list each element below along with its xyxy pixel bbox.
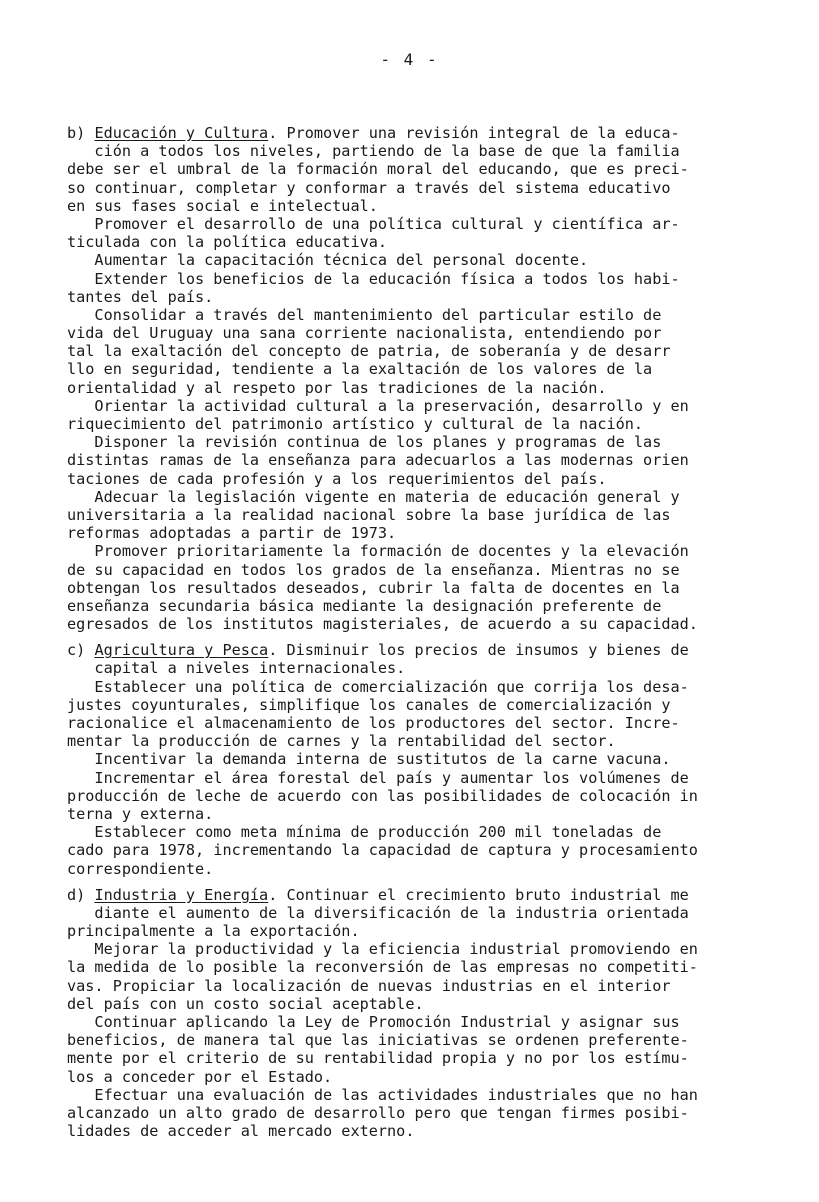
section-label: b)	[67, 124, 86, 142]
text-line: Promover prioritariamente la formación de docentes y la elevación	[67, 542, 689, 561]
text-line: reformas adoptadas a partir de 1973.	[67, 524, 397, 543]
text-line: Incrementar el área forestal del país y aumentar los volúmenes de	[67, 768, 689, 787]
text-line: Adecuar la legislación vigente en materia de educación general y	[67, 487, 680, 506]
text-line: diante el aumento de la diversificación de la industria orientada	[67, 903, 689, 922]
section-heading: Industria y Energía	[94, 885, 269, 904]
text-line: Extender los beneficios de la educación física a todos los habi-	[67, 269, 680, 288]
section-first-line: . Promover una revisión integral de la educa-	[268, 124, 680, 142]
text-line: Mejorar la productividad y la eficiencia industrial promoviendo en	[67, 940, 698, 959]
text-line: enseñanza secundaria básica mediante la designación preferente de	[67, 596, 662, 615]
text-line: riquecimiento del patrimonio artístico y cultural de la nación.	[67, 415, 644, 433]
text-line: lidades de acceder al mercado externo.	[67, 1122, 415, 1141]
section-heading: Educación y Cultura	[94, 124, 269, 142]
text-line: Aumentar la capacitación técnica del personal docente.	[67, 251, 589, 270]
text-line: Establecer una política de comercialización que corrija los desa-	[67, 677, 689, 696]
text-line: debe ser el umbral de la formación moral del educando, que es preci-	[67, 160, 689, 179]
text-line: Orientar la actividad cultural a la preservación, desarrollo y en	[67, 396, 689, 415]
page-number: - 4 -	[380, 50, 439, 69]
text-line: del país con un costo social aceptable.	[67, 994, 424, 1013]
text-line: alcanzado un alto grado de desarrollo pero que tengan firmes posibi-	[67, 1103, 689, 1122]
text-line: Establecer como meta mínima de producción 200 mil toneladas de	[67, 823, 662, 842]
text-line: capital a niveles internacionales.	[67, 659, 406, 678]
text-line: vida del Uruguay una sana corriente nacionalista, entendiendo por	[67, 324, 662, 343]
text-line: mentar la producción de carnes y la rentabilidad del sector.	[67, 732, 616, 751]
text-line: taciones de cada profesión y a los requerimientos del país.	[67, 469, 607, 488]
section-heading: Agricultura y Pesca	[94, 641, 269, 660]
section-first-line: . Continuar el crecimiento bruto industrial me	[268, 885, 689, 904]
text-line: tantes del país.	[67, 287, 214, 306]
section-education-culture	[67, 124, 771, 633]
text-line: racionalice el almacenamiento de los productores del sector. Incre-	[67, 714, 680, 732]
section-label: d)	[67, 885, 86, 904]
text-line: llo en seguridad, tendiente a la exaltación de los valores de la	[67, 360, 653, 379]
text-line: Disponer la revisión continua de los planes y programas de las	[67, 433, 662, 452]
text-line: la medida de lo posible la reconversión de las empresas no competiti-	[67, 958, 698, 977]
section-first-line: . Disminuir los precios de insumos y bienes de	[268, 641, 689, 660]
text-line: justes coyunturales, simplifique los canales de comercialización y	[67, 695, 671, 714]
text-line: cado para 1978, incrementando la capacidad de captura y procesamiento	[67, 841, 698, 860]
section-label: c)	[67, 641, 86, 660]
text-line: los a conceder por el Estado.	[67, 1067, 333, 1086]
text-line: orientalidad y al respeto por las tradiciones de la nación.	[67, 378, 607, 397]
text-line: de su capacidad en todos los grados de la enseñanza. Mientras no se	[67, 560, 680, 579]
text-line: correspondiente.	[67, 859, 214, 878]
text-line	[67, 641, 771, 659]
text-line: tal la exaltación del concepto de patria, de soberanía y de desarr	[67, 342, 671, 361]
text-line: beneficios, de manera tal que las iniciativas se ordenen preferente-	[67, 1031, 689, 1050]
text-line: mente por el criterio de su rentabilidad propia y no por los estímu-	[67, 1049, 689, 1068]
text-line: ción a todos los niveles, partiendo de la base de que la familia	[67, 142, 680, 161]
text-line: Efectuar una evaluación de las actividades industriales que no han	[67, 1085, 698, 1104]
text-line: terna y externa.	[67, 804, 214, 823]
text-line	[67, 886, 771, 904]
text-line: universitaria a la realidad nacional sobre la base jurídica de las	[67, 505, 671, 524]
text-line: Promover el desarrollo de una política cultural y científica ar-	[67, 214, 680, 233]
text-line: distintas ramas de la enseñanza para adecuarlos a las modernas orien	[67, 451, 689, 470]
text-line: so continuar, completar y conformar a través del sistema educativo	[67, 178, 671, 197]
text-line	[67, 124, 771, 142]
text-line: vas. Propiciar la localización de nuevas industrias en el interior	[67, 976, 671, 995]
text-line: producción de leche de acuerdo con las posibilidades de colocación in	[67, 786, 698, 805]
document-body	[67, 124, 771, 1148]
text-line: obtengan los resultados deseados, cubrir la falta de docentes en la	[67, 578, 680, 597]
text-line: en sus fases social e intelectual.	[67, 196, 378, 215]
text-line: ticulada con la política educativa.	[67, 233, 388, 252]
text-line: egresados de los institutos magisteriales, de acuerdo a su capacidad.	[67, 615, 698, 634]
text-line: Continuar aplicando la Ley de Promoción Industrial y asignar sus	[67, 1013, 680, 1031]
text-line: Incentivar la demanda interna de sustitutos de la carne vacuna.	[67, 750, 671, 769]
section-industry-energy	[67, 886, 771, 1141]
text-line: principalmente a la exportación.	[67, 922, 360, 941]
text-line: Consolidar a través del mantenimiento del particular estilo de	[67, 305, 662, 324]
section-agriculture-fishing	[67, 641, 771, 877]
